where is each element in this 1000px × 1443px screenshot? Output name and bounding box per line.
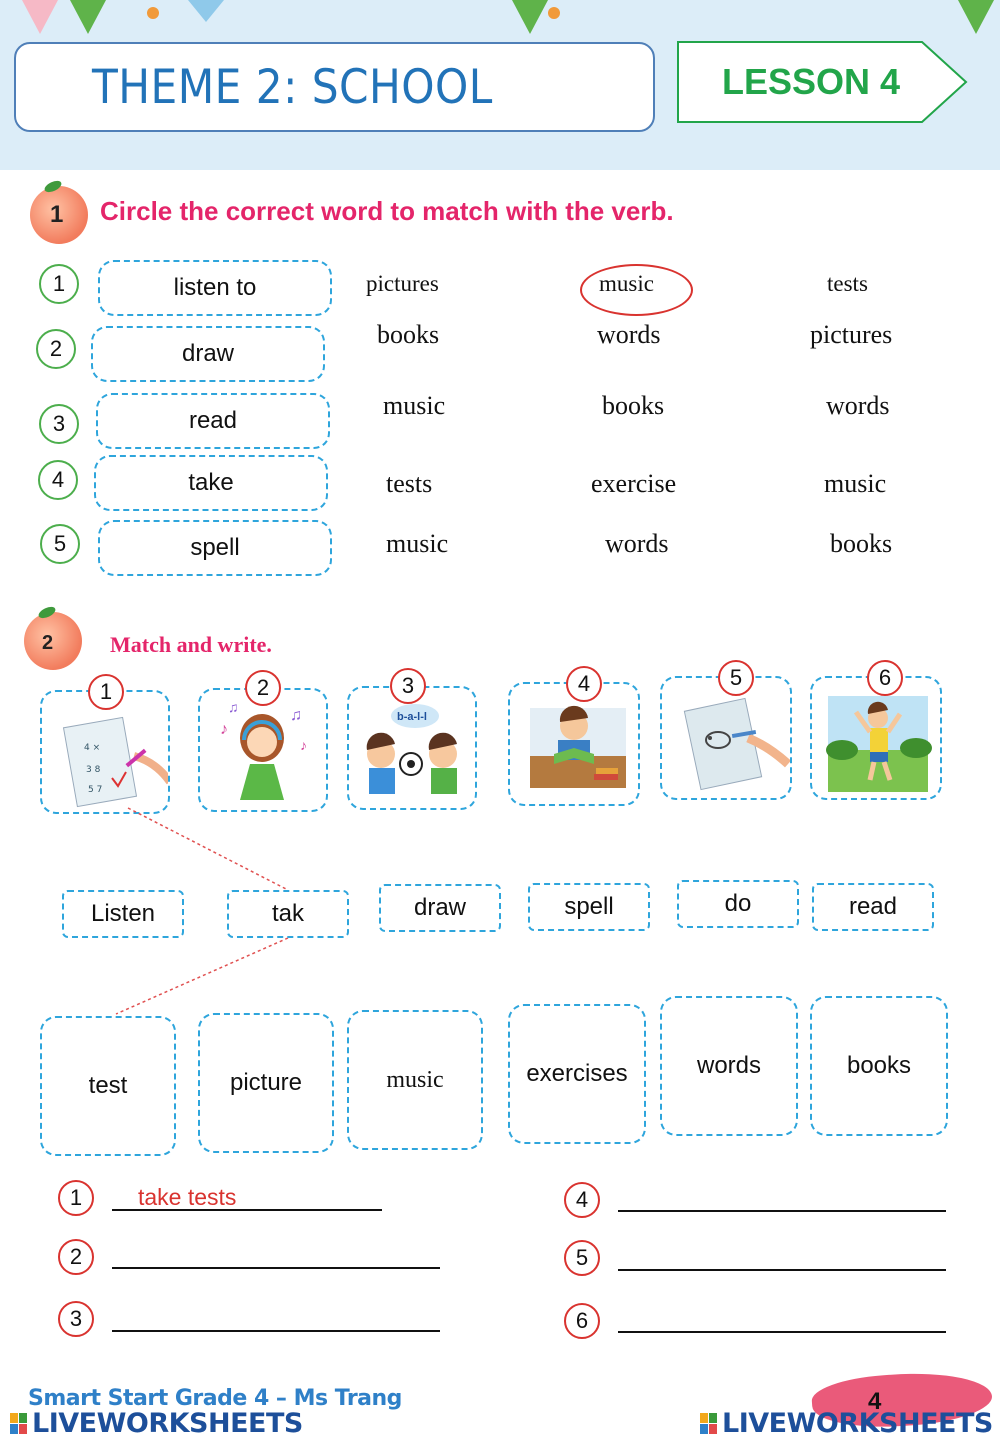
theme-title: THEME 2: SCHOOL (92, 60, 493, 115)
verb-box: spell (98, 520, 332, 576)
answer-line (112, 1330, 440, 1332)
answer-field-3[interactable] (118, 1304, 438, 1328)
picture-number: 1 (88, 674, 124, 710)
answer-field-4[interactable] (624, 1184, 944, 1208)
option-word[interactable]: music (599, 271, 654, 296)
liveworksheets-brand-right: LIVEWORKSHEETS (722, 1408, 993, 1439)
picture-number: 5 (718, 660, 754, 696)
option-word[interactable]: books (830, 529, 893, 558)
noun-option-box[interactable]: books (810, 996, 948, 1136)
option-word[interactable]: music (824, 469, 887, 498)
noun-option-box[interactable]: music (347, 1010, 483, 1150)
row-number: 5 (40, 524, 80, 564)
match-line-verb-to-noun (116, 938, 288, 1014)
exercise-2-number: 2 (42, 632, 54, 654)
verb-option-box[interactable]: Listen (62, 890, 184, 938)
svg-text:♫: ♫ (290, 707, 302, 724)
svg-text:♪: ♪ (300, 737, 307, 753)
option-word[interactable]: tests (827, 271, 868, 296)
verb-box: listen to (98, 260, 332, 316)
option-word[interactable]: words (597, 320, 661, 349)
noun-option-box[interactable]: picture (198, 1013, 334, 1153)
svg-text:♫: ♫ (228, 699, 239, 715)
svg-text:♪: ♪ (220, 721, 228, 738)
svg-text:5 7: 5 7 (88, 785, 103, 795)
option-word[interactable]: pictures (366, 271, 439, 296)
speech-bubble-text: b-a-l-l (397, 711, 427, 723)
verb-option-box[interactable]: read (812, 883, 934, 931)
answer-number: 4 (564, 1182, 600, 1218)
verb-box: read (96, 393, 330, 449)
answer-field-6[interactable] (624, 1306, 944, 1330)
liveworksheets-brand-left: LIVEWORKSHEETS (32, 1408, 303, 1439)
lesson-title: LESSON 4 (722, 61, 901, 102)
option-word[interactable]: exercise (591, 469, 677, 498)
picture-number: 6 (867, 660, 903, 696)
option-word[interactable]: words (605, 529, 669, 558)
option-word[interactable]: music (386, 529, 449, 558)
exercise-2-instruction: Match and write. (110, 632, 272, 657)
footer-credit: Smart Start Grade 4 – Ms Trang (28, 1386, 402, 1411)
picture-number: 4 (566, 666, 602, 702)
svg-text:4 ×: 4 × (84, 743, 101, 753)
noun-option-box[interactable]: exercises (508, 1004, 646, 1144)
option-word[interactable]: words (826, 391, 890, 420)
svg-text:3 8: 3 8 (86, 765, 101, 775)
answer-number: 5 (564, 1240, 600, 1276)
liveworksheets-logo-icon (10, 1413, 28, 1435)
answer-number: 1 (58, 1180, 94, 1216)
answer-field-5[interactable] (624, 1243, 944, 1267)
answer-line (618, 1269, 946, 1271)
answer-field-1[interactable]: take tests (138, 1184, 237, 1210)
answer-number: 3 (58, 1301, 94, 1337)
verb-option-box[interactable]: draw (379, 884, 501, 932)
noun-option-box[interactable]: test (40, 1016, 176, 1156)
exercise-1-number: 1 (50, 201, 64, 228)
verb-option-box[interactable]: do (677, 880, 799, 928)
option-word[interactable]: music (383, 391, 446, 420)
match-line-picture-to-verb (128, 808, 288, 890)
option-word[interactable]: books (377, 320, 440, 349)
answer-line (618, 1210, 946, 1212)
option-word[interactable]: books (602, 391, 665, 420)
page-number: 4 (868, 1388, 882, 1415)
picture-number: 3 (390, 668, 426, 704)
verb-box: draw (91, 326, 325, 382)
option-word[interactable]: pictures (810, 320, 893, 349)
row-number: 3 (39, 404, 79, 444)
verb-box: take (94, 455, 328, 511)
row-number: 2 (36, 329, 76, 369)
answer-number: 2 (58, 1239, 94, 1275)
verb-option-box[interactable]: tak (227, 890, 349, 938)
picture-number: 2 (245, 670, 281, 706)
row-number: 4 (38, 460, 78, 500)
exercise-1-instruction: Circle the correct word to match with the verb. (100, 196, 674, 226)
liveworksheets-logo-icon (700, 1413, 718, 1435)
verb-option-box[interactable]: spell (528, 883, 650, 931)
row-number: 1 (39, 264, 79, 304)
answer-field-2[interactable] (118, 1242, 438, 1266)
noun-option-box[interactable]: words (660, 996, 798, 1136)
answer-line (618, 1331, 946, 1333)
answer-line (112, 1267, 440, 1269)
answer-number: 6 (564, 1303, 600, 1339)
option-word[interactable]: tests (386, 469, 433, 498)
